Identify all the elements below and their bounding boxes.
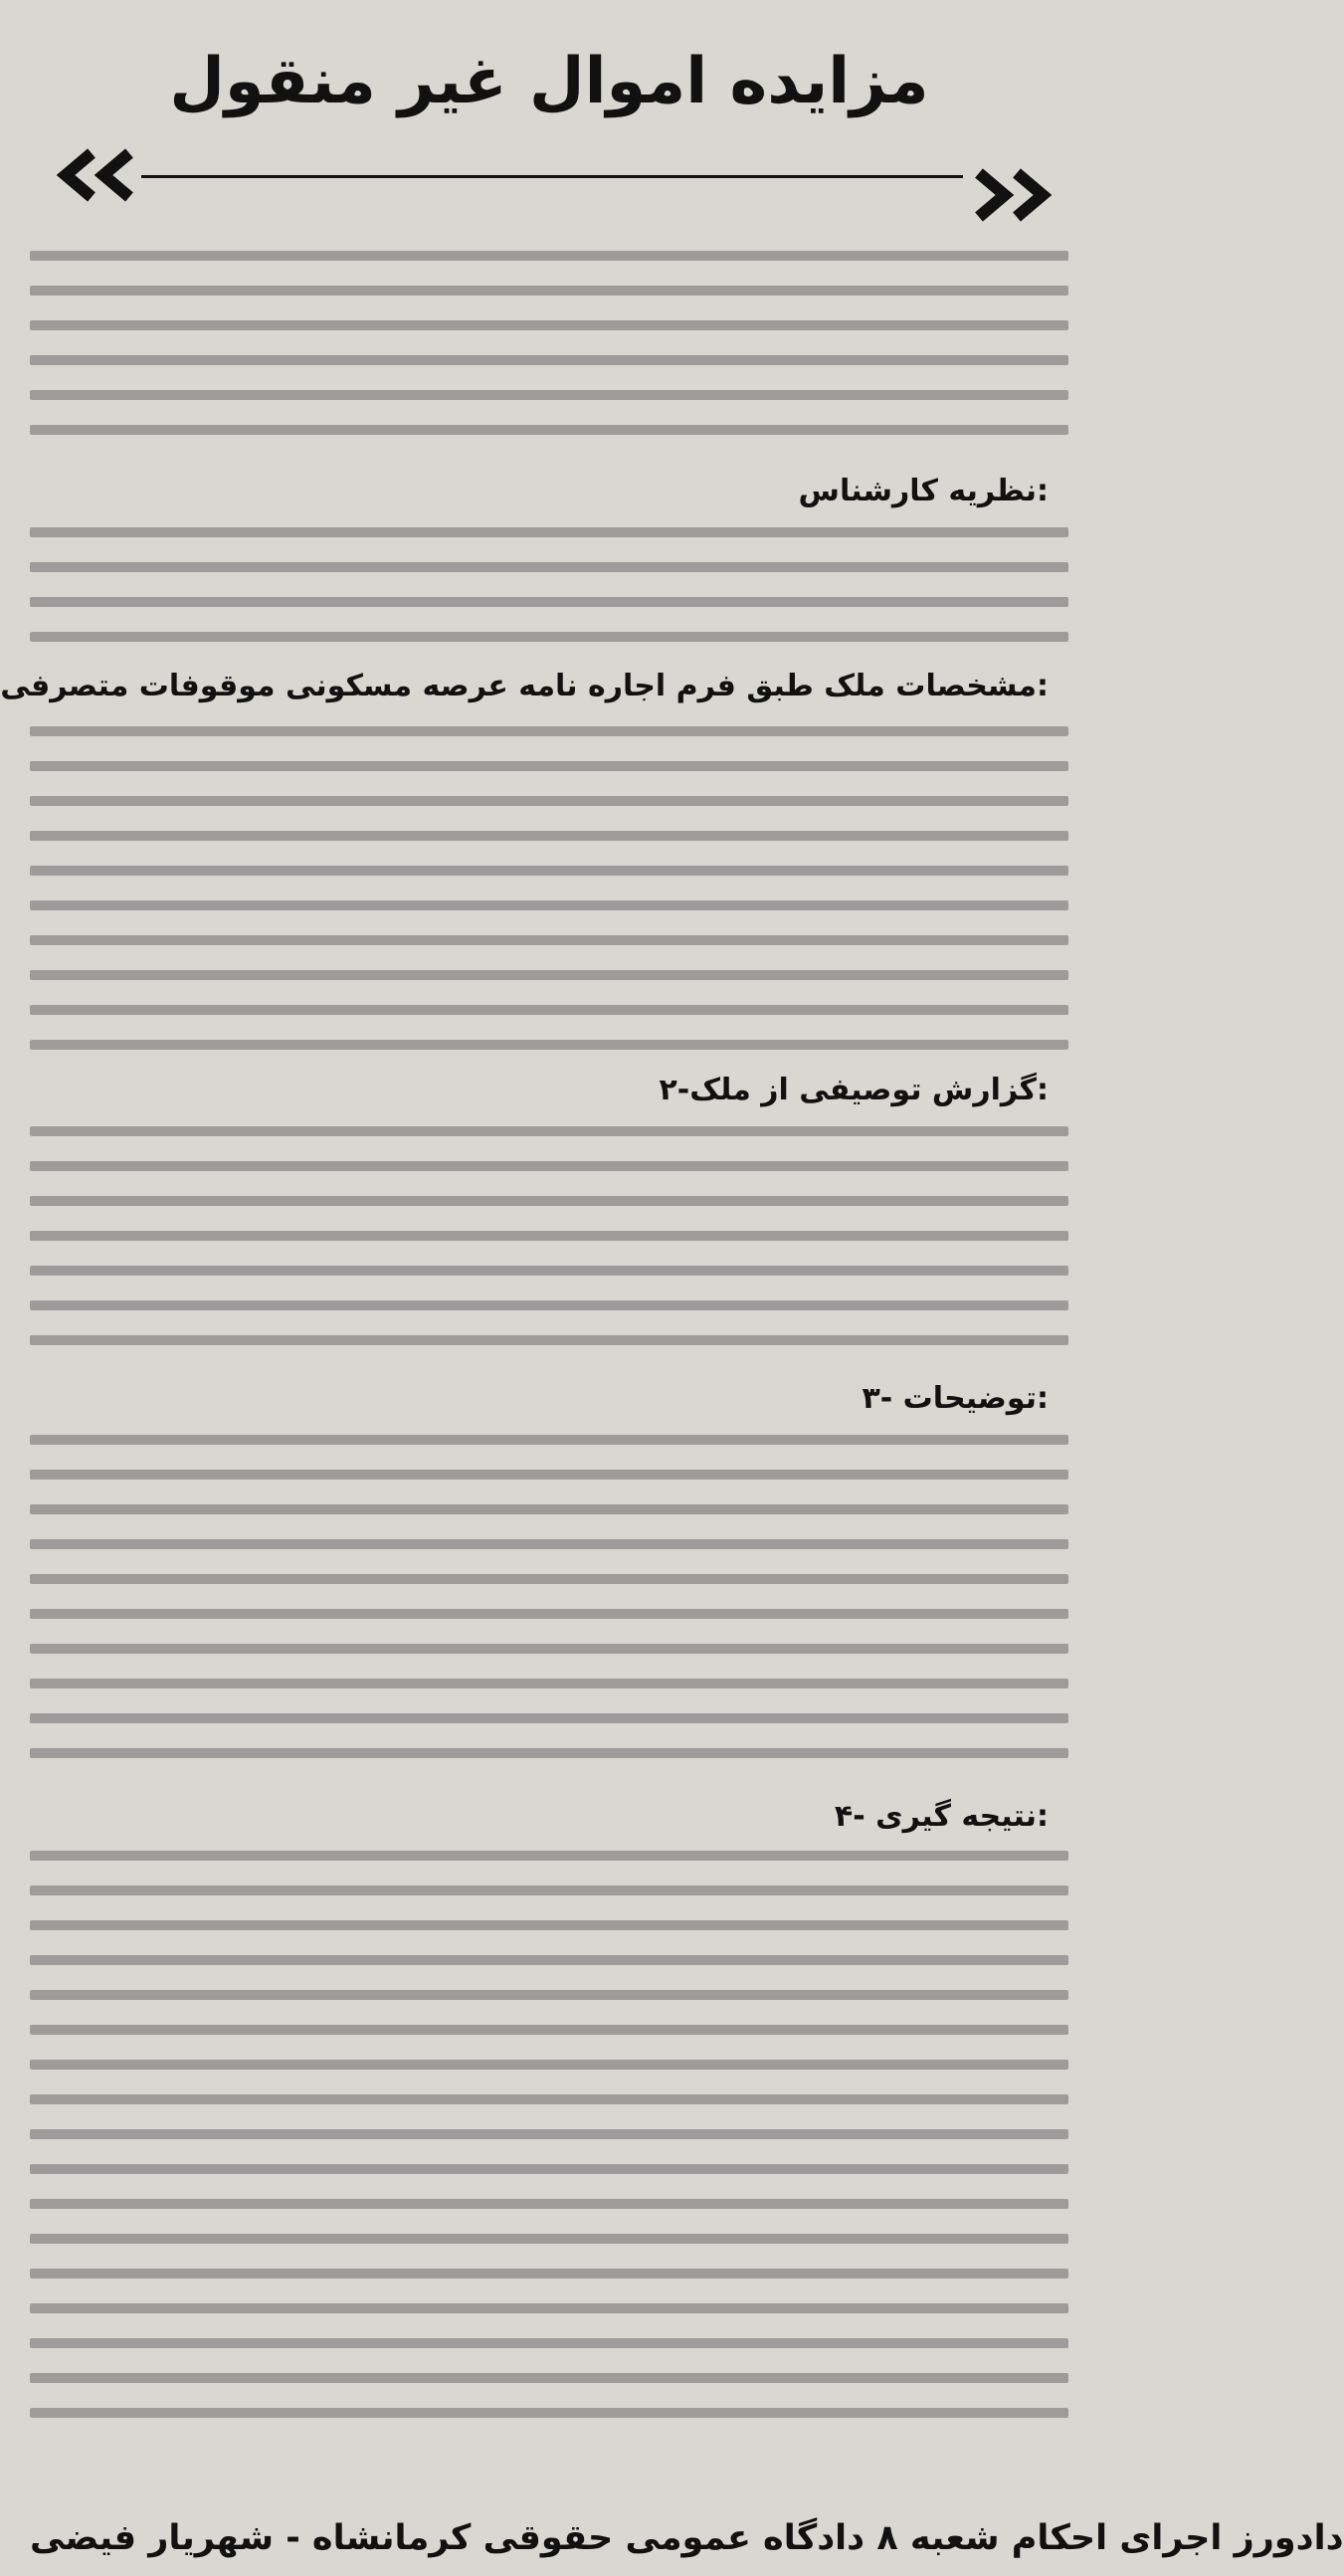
signature-line: دادورز اجرای احکام شعبه ۸ دادگاه عمومی حقوقی کرمانشاه - شهریار فیضی [30, 2518, 1344, 2558]
property-specs-text-block [30, 726, 1068, 1075]
page-title: مزایده اموال غیر منقول [169, 45, 929, 118]
header-rule [141, 175, 963, 178]
intro-text-block [30, 251, 1068, 460]
description-report-text-block [30, 1126, 1068, 1370]
section-heading-description-report: ۲-گزارش توصیفی از ملک: [659, 1073, 1049, 1107]
section-heading-expert-opinion: نظریه کارشناس: [798, 474, 1049, 508]
conclusion-text-block [30, 1851, 1068, 2443]
section-heading-conclusion: ۴- نتیجه گیری: [834, 1799, 1049, 1834]
section-heading-property-specs: مشخصات ملک طبق فرم اجاره نامه عرصه مسکونی موقوفات متصرفی: [0, 669, 1049, 703]
section-heading-explanations: ۳- توضیحات: [862, 1381, 1049, 1416]
expert-opinion-text-block [30, 527, 1068, 667]
double-chevron-right-icon [969, 167, 1056, 223]
double-chevron-left-icon [52, 147, 139, 203]
explanations-text-block [30, 1435, 1068, 1783]
